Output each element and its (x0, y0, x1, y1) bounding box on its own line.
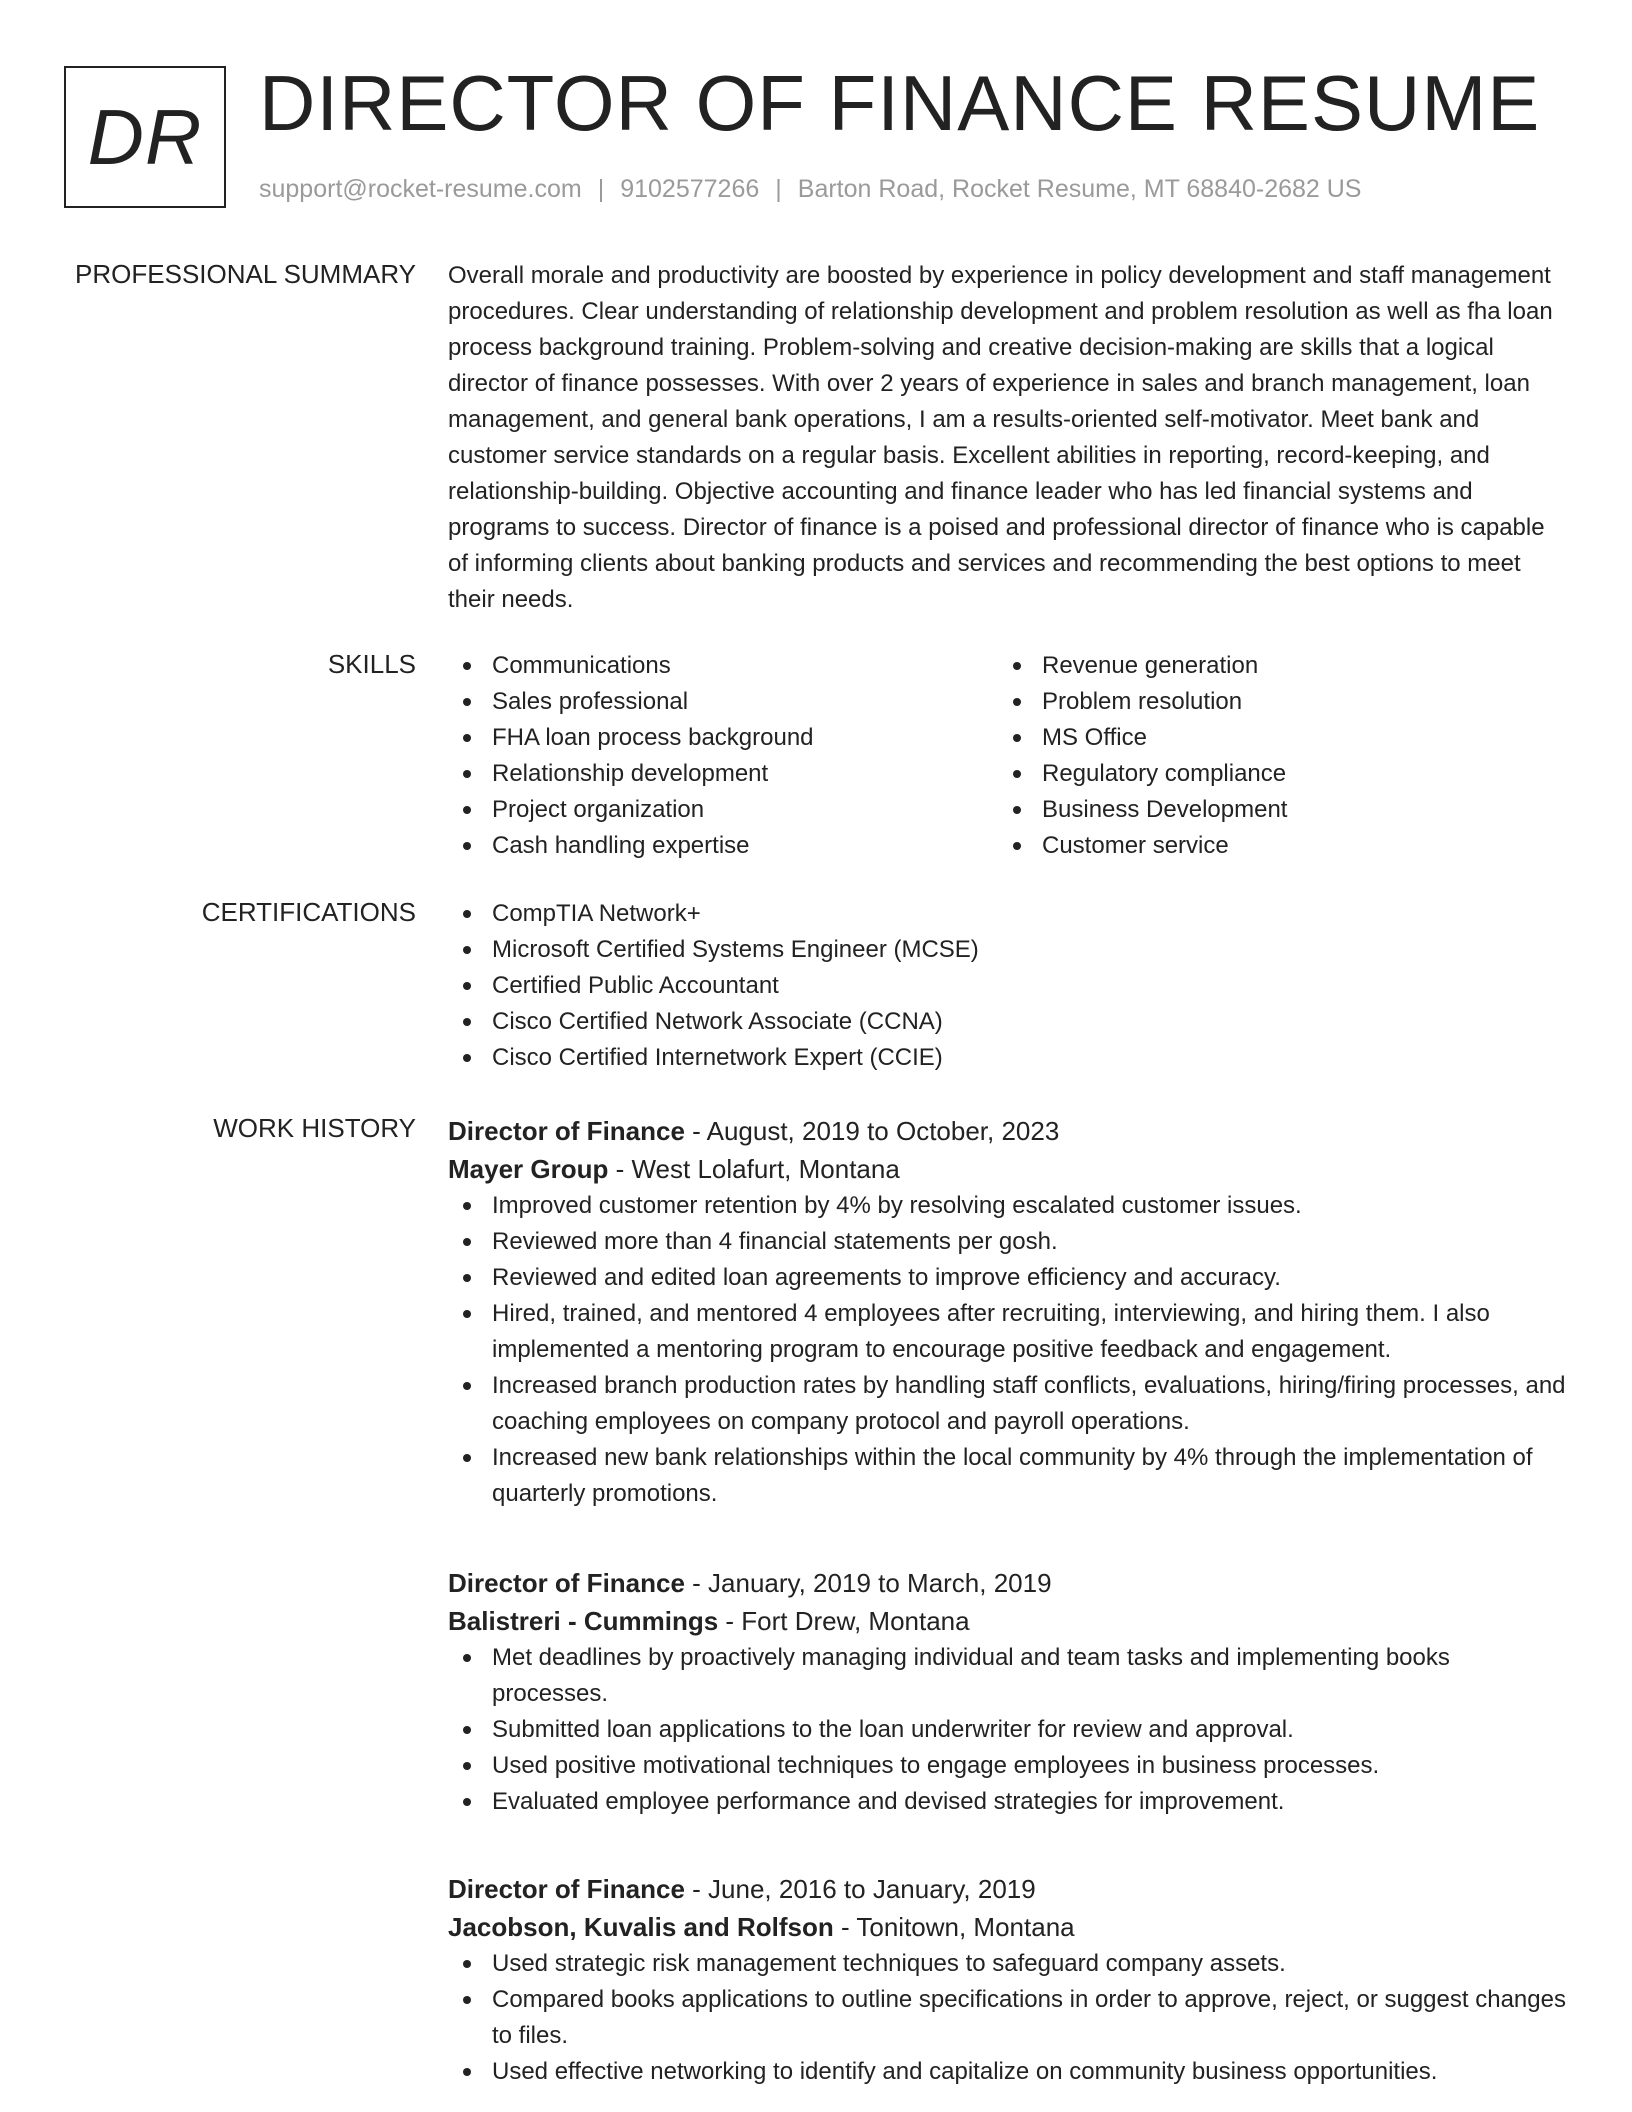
job-company-line (448, 1908, 1568, 1946)
list-item: Certified Public Accountant (448, 968, 1568, 1004)
job-title: Director of Finance (448, 1568, 685, 1598)
list-item: Cisco Certified Internetwork Expert (CCIE) (448, 1040, 1568, 1076)
job-title: Director of Finance (448, 1874, 685, 1904)
job-dates: - January, 2019 to March, 2019 (684, 1568, 1052, 1598)
job-title-line (448, 1112, 1568, 1150)
list-item: Problem resolution (998, 684, 1548, 720)
list-item: Increased new bank relationships within the local community by 4% through the implementation of quarterly promotions. (448, 1440, 1568, 1512)
list-item: Met deadlines by proactively managing individual and team tasks and implementing books processes. (448, 1640, 1568, 1712)
job-company-line (448, 1150, 1568, 1188)
certifications-list (448, 896, 1568, 1076)
list-item: Customer service (998, 828, 1548, 864)
contact-address: Barton Road, Rocket Resume, MT 68840-2682 US (797, 175, 1362, 203)
monogram-logo: DR (64, 66, 226, 208)
job-bullet-list (448, 1188, 1568, 1512)
contact-line (259, 174, 1362, 204)
summary-text: Overall morale and productivity are boosted by experience in policy development and staff management procedures. Clear understanding of relationship development and problem resolution as well as fha loan process background training. Problem-solving and creative decision-making are skills that a logical director of finance possesses. With over 2 years of experience in sales and branch management, loan management, and general bank operations, I am a results-oriented self-motivator. Meet bank and customer service standards on a regular basis. Excellent abilities in reporting, record-keeping, and relationship-building. Objective accounting and finance leader who has led financial systems and programs to success. Director of finance is a poised and professional director of finance who is capable of informing clients about banking products and services and recommending the best options to meet their needs. (448, 262, 1553, 613)
job-location: - Fort Drew, Montana (718, 1606, 970, 1636)
contact-separator: | (597, 175, 605, 203)
list-item: Project organization (448, 792, 998, 828)
list-item: Used strategic risk management techniques to safeguard company assets. (448, 1946, 1568, 1982)
list-item: Reviewed more than 4 financial statements per gosh. (448, 1224, 1568, 1260)
list-item: Cisco Certified Network Associate (CCNA) (448, 1004, 1568, 1040)
list-item: Reviewed and edited loan agreements to improve efficiency and accuracy. (448, 1260, 1568, 1296)
list-item: Used positive motivational techniques to engage employees in business processes. (448, 1748, 1568, 1784)
job-location: - Tonitown, Montana (833, 1912, 1075, 1942)
job-entry (448, 1870, 1568, 2090)
list-item: Business Development (998, 792, 1548, 828)
list-item: Compared books applications to outline specifications in order to approve, reject, or suggest changes to files. (448, 1982, 1568, 2054)
list-item: Microsoft Certified Systems Engineer (MCSE) (448, 932, 1568, 968)
contact-separator: | (775, 175, 782, 203)
job-company: Mayer Group (448, 1154, 609, 1184)
skills-list-right (998, 648, 1548, 864)
list-item: Improved customer retention by 4% by resolving escalated customer issues. (448, 1188, 1568, 1224)
job-dates: - August, 2019 to October, 2023 (684, 1116, 1060, 1146)
job-bullet-list (448, 1946, 1568, 2090)
resume-title: DIRECTOR OF FINANCE RESUME (259, 59, 1541, 147)
job-company: Balistreri - Cummings (448, 1606, 719, 1636)
list-item: Increased branch production rates by handling staff conflicts, evaluations, hiring/firing processes, and coaching employees on company protocol and payroll operations. (448, 1368, 1568, 1440)
certifications-heading: CERTIFICATIONS (201, 897, 416, 927)
list-item: Regulatory compliance (998, 756, 1548, 792)
work-history-heading: WORK HISTORY (213, 1113, 416, 1143)
skills-section (448, 648, 1568, 864)
list-item: MS Office (998, 720, 1548, 756)
summary-heading: PROFESSIONAL SUMMARY (75, 259, 416, 289)
list-item: Sales professional (448, 684, 998, 720)
skills-heading: SKILLS (327, 649, 416, 679)
job-dates: - June, 2016 to January, 2019 (684, 1874, 1036, 1904)
job-entry (448, 1112, 1568, 1512)
job-title: Director of Finance (448, 1116, 685, 1146)
list-item: Evaluated employee performance and devised strategies for improvement. (448, 1784, 1568, 1820)
skills-list-left (448, 648, 998, 864)
list-item: Used effective networking to identify and capitalize on community business opportunities. (448, 2054, 1568, 2090)
list-item: Relationship development (448, 756, 998, 792)
job-company-line (448, 1602, 1568, 1640)
job-title-line (448, 1870, 1568, 1908)
list-item: Communications (448, 648, 998, 684)
job-bullet-list (448, 1640, 1568, 1820)
list-item: Submitted loan applications to the loan underwriter for review and approval. (448, 1712, 1568, 1748)
list-item: FHA loan process background (448, 720, 998, 756)
contact-phone: 9102577266 (620, 175, 760, 203)
job-company: Jacobson, Kuvalis and Rolfson (448, 1912, 834, 1942)
contact-email: support@rocket-resume.com (259, 175, 582, 203)
list-item: CompTIA Network+ (448, 896, 1568, 932)
list-item: Hired, trained, and mentored 4 employees after recruiting, interviewing, and hiring them. I also implemented a mentoring program to encourage positive feedback and engagement. (448, 1296, 1568, 1368)
list-item: Revenue generation (998, 648, 1548, 684)
list-item: Cash handling expertise (448, 828, 998, 864)
summary-section (448, 258, 1568, 618)
job-title-line (448, 1564, 1568, 1602)
certifications-section (448, 896, 1568, 1076)
job-location: - West Lolafurt, Montana (608, 1154, 900, 1184)
job-entry (448, 1564, 1568, 1820)
